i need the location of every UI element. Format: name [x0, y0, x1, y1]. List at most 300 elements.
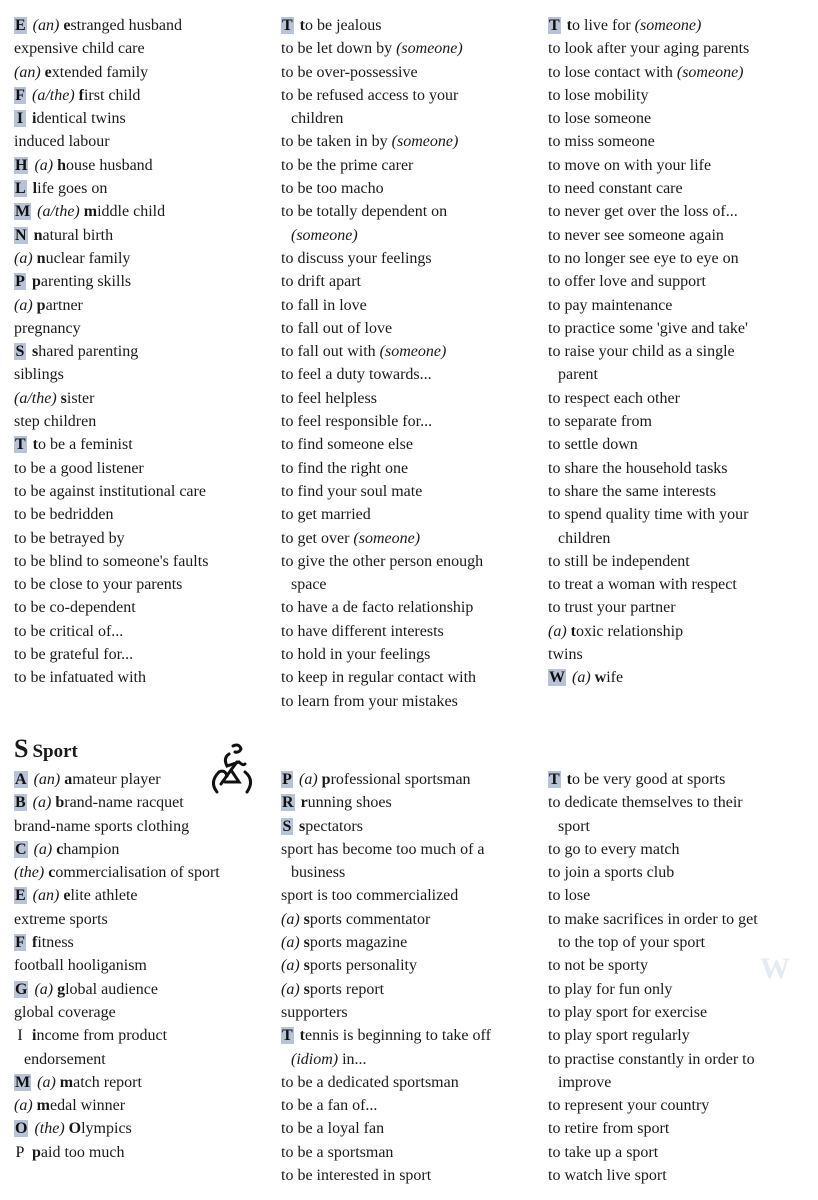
entry-text: partner	[36, 296, 83, 314]
letter-tab: A	[15, 771, 27, 788]
entry-text: Olympics	[68, 1120, 132, 1138]
entry-text: to share the household tasks	[548, 459, 728, 477]
list-item	[14, 61, 270, 84]
entry-text: to get married	[281, 506, 371, 524]
article: (a)	[281, 980, 304, 998]
entry-text: to feel helpless	[281, 389, 377, 407]
entry-text: to be against institutional care	[14, 482, 206, 500]
list-item	[548, 14, 810, 37]
family-column-1	[14, 14, 270, 690]
entry-text: to feel a duty towards...	[281, 366, 432, 384]
list-item	[281, 978, 537, 1001]
list-item	[548, 200, 810, 223]
entry-suffix: (someone)	[375, 343, 447, 361]
article: (a)	[37, 1073, 60, 1091]
entry-suffix: (someone)	[387, 133, 459, 151]
entry-text: to be let down by	[281, 40, 393, 58]
entry-continuation: (someone)	[291, 226, 358, 244]
list-item	[548, 884, 810, 907]
list-item	[548, 1117, 810, 1140]
entry-text: to be too macho	[281, 180, 384, 198]
list-item	[548, 84, 810, 107]
entry-continuation: children	[291, 110, 344, 128]
entry-text: global coverage	[14, 1003, 116, 1021]
list-item	[14, 1141, 270, 1164]
list-item	[281, 14, 537, 37]
entry-text: to be totally dependent on	[281, 203, 448, 221]
list-item	[14, 931, 270, 954]
list-item	[281, 815, 537, 838]
list-item	[281, 37, 537, 60]
list-item	[14, 527, 270, 550]
list-item	[548, 550, 810, 573]
entry-text: to find your soul mate	[281, 482, 423, 500]
list-item	[14, 480, 270, 503]
list-item	[281, 1117, 537, 1140]
entry-text: sports commentator	[303, 910, 431, 928]
list-item	[548, 130, 810, 153]
article: (an)	[32, 887, 64, 905]
list-item	[14, 643, 270, 666]
article: (a/the)	[14, 389, 61, 407]
list-item	[281, 1164, 537, 1187]
list-item	[281, 768, 537, 791]
letter-tab: F	[15, 934, 25, 952]
entry-text: wife	[594, 669, 624, 687]
entry-text: to fall out of love	[281, 319, 393, 337]
entry-text: global audience	[57, 980, 158, 998]
entry-text: to find someone else	[281, 436, 413, 454]
article: (a)	[34, 980, 58, 998]
list-item	[548, 1094, 810, 1117]
list-item	[281, 550, 537, 597]
letter-tab: E	[15, 887, 26, 905]
list-item	[14, 861, 270, 884]
faint-watermark-letter: W	[760, 952, 790, 985]
entry-text: to be infatuated with	[14, 669, 146, 687]
list-item	[548, 1141, 810, 1164]
entry-continuation: (idiom) in...	[291, 1050, 367, 1068]
family-column-3	[548, 14, 810, 690]
letter-tab: C	[15, 840, 27, 858]
list-item	[14, 247, 270, 270]
list-item	[14, 294, 270, 317]
entry-text: to be taken in by	[281, 133, 388, 151]
list-item	[281, 1001, 537, 1024]
list-item	[14, 978, 270, 1001]
letter-tab: T	[549, 17, 560, 34]
entry-text: to join a sports club	[548, 864, 675, 882]
list-item	[14, 768, 270, 791]
entry-text: to be betrayed by	[14, 529, 125, 547]
entry-text: to play for fun only	[548, 980, 673, 998]
list-item	[14, 620, 270, 643]
list-item	[281, 620, 537, 643]
entry-text: to be critical of...	[14, 622, 124, 640]
list-item	[14, 154, 270, 177]
sport-column-1	[14, 768, 270, 1164]
list-item	[281, 666, 537, 689]
list-item	[14, 908, 270, 931]
entry-text: to go to every match	[548, 840, 680, 858]
list-item	[548, 503, 810, 550]
list-item	[548, 573, 810, 596]
list-item	[14, 954, 270, 977]
entry-text: to take up a sport	[548, 1143, 659, 1161]
list-item	[281, 457, 537, 480]
entry-text: elite athlete	[63, 887, 138, 905]
article: (a)	[281, 910, 304, 928]
list-item	[281, 340, 537, 363]
letter-tab: I	[14, 110, 26, 127]
article: (a/the)	[37, 203, 84, 221]
entry-text: sport has become too much of a	[281, 840, 485, 858]
sport-heading-word: Sport	[32, 741, 78, 762]
entry-text: to give the other person enough	[281, 552, 484, 570]
list-item	[281, 480, 537, 503]
entry-text: twins	[548, 646, 583, 664]
entry-text: siblings	[14, 366, 64, 384]
entry-text: to be very good at sports	[566, 771, 726, 788]
entry-text: to respect each other	[548, 389, 680, 407]
list-item	[548, 433, 810, 456]
entry-text: shared parenting	[32, 343, 139, 361]
letter-tab: T	[282, 1027, 293, 1045]
entry-text: to be a fan of...	[281, 1097, 378, 1115]
article: (an)	[14, 63, 45, 81]
entry-text: to share the same interests	[548, 482, 716, 500]
entry-text: house husband	[57, 156, 153, 174]
entry-text: first child	[78, 86, 141, 104]
list-item	[548, 340, 810, 387]
letter-tab: R	[282, 794, 294, 812]
list-item	[548, 224, 810, 247]
entry-text: brand-name sports clothing	[14, 817, 190, 835]
list-item	[14, 410, 270, 433]
list-item	[281, 363, 537, 386]
article: (a)	[14, 1097, 37, 1115]
entry-text: to feel responsible for...	[281, 413, 433, 431]
list-item	[281, 643, 537, 666]
entry-text: to discuss your feelings	[281, 249, 432, 267]
list-item	[14, 1117, 270, 1140]
entry-continuation: endorsement	[24, 1050, 106, 1068]
list-item	[14, 37, 270, 60]
article: (the)	[34, 1120, 69, 1138]
entry-text: to be grateful for...	[14, 646, 134, 664]
entry-text: to be a sportsman	[281, 1143, 394, 1161]
entry-text: natural birth	[33, 226, 114, 244]
entry-text: fitness	[32, 934, 74, 952]
entry-text: to watch live sport	[548, 1167, 667, 1185]
entry-text: to be over-possessive	[281, 63, 418, 81]
letter-tab: O	[15, 1120, 28, 1138]
entry-text: champion	[56, 840, 120, 858]
list-item	[281, 154, 537, 177]
entry-text: to play sport regularly	[548, 1027, 690, 1045]
list-item	[548, 480, 810, 503]
list-item	[14, 838, 270, 861]
entry-text: to offer love and support	[548, 273, 706, 291]
entry-text: to spend quality time with your	[548, 506, 749, 524]
family-column-2	[281, 14, 537, 713]
entry-continuation: parent	[558, 366, 598, 384]
list-item	[14, 884, 270, 907]
entry-text: to be the prime carer	[281, 156, 414, 174]
list-item	[548, 154, 810, 177]
entry-continuation: improve	[558, 1073, 612, 1091]
entry-text: medal winner	[36, 1097, 126, 1115]
entry-continuation: space	[291, 576, 327, 594]
list-item	[14, 550, 270, 573]
entry-text: to settle down	[548, 436, 638, 454]
list-item	[281, 84, 537, 131]
list-item	[548, 620, 810, 643]
article: (a/the)	[32, 86, 79, 104]
list-item	[14, 84, 270, 107]
list-item	[548, 596, 810, 619]
entry-text: spectators	[299, 817, 363, 835]
list-item	[281, 200, 537, 247]
letter-tab: L	[15, 180, 26, 198]
entry-text: to be blind to someone's faults	[14, 552, 209, 570]
list-item	[548, 247, 810, 270]
list-item	[14, 387, 270, 410]
entry-text: to trust your partner	[548, 599, 676, 617]
list-item	[281, 247, 537, 270]
list-item	[14, 107, 270, 130]
letter-tab: S	[15, 343, 25, 361]
list-item	[281, 270, 537, 293]
list-item	[14, 791, 270, 814]
entry-text: amateur player	[64, 771, 161, 788]
entry-text: life goes on	[32, 180, 108, 198]
entry-text: pregnancy	[14, 319, 81, 337]
entry-text: to raise your child as a single	[548, 343, 735, 361]
entry-text: match report	[59, 1073, 142, 1091]
entry-text: to be interested in sport	[281, 1167, 432, 1185]
list-item	[281, 527, 537, 550]
entry-text: to play sport for exercise	[548, 1003, 708, 1021]
article: (a)	[281, 957, 304, 975]
entry-text: to still be independent	[548, 552, 690, 570]
list-item	[548, 1164, 810, 1187]
list-item	[548, 317, 810, 340]
letter-tab: T	[282, 17, 293, 34]
entry-text: parenting skills	[32, 273, 132, 291]
list-item	[281, 1141, 537, 1164]
list-item	[548, 107, 810, 130]
entry-text: commercialisation of sport	[48, 864, 220, 882]
letter-tab: P	[15, 273, 25, 291]
entry-text: to separate from	[548, 413, 652, 431]
letter-tab: M	[15, 203, 31, 221]
list-item	[281, 1071, 537, 1094]
list-item	[14, 270, 270, 293]
letter-tab: M	[15, 1073, 31, 1091]
entry-text: to keep in regular contact with	[281, 669, 477, 687]
list-item	[548, 768, 810, 791]
entry-text: to represent your country	[548, 1097, 710, 1115]
entry-text: sports personality	[303, 957, 417, 975]
article: (a)	[548, 622, 571, 640]
entry-text: to never see someone again	[548, 226, 724, 244]
list-item	[14, 1024, 270, 1071]
article: (the)	[14, 864, 49, 882]
entry-text: to learn from your mistakes	[281, 692, 458, 710]
entry-text: to never get over the loss of...	[548, 203, 738, 221]
list-item	[281, 791, 537, 814]
entry-text: expensive child care	[14, 40, 145, 58]
list-item	[281, 931, 537, 954]
entry-text: extended family	[44, 63, 149, 81]
entry-text: toxic relationship	[570, 622, 684, 640]
entry-text: extreme sports	[14, 910, 108, 928]
list-item	[281, 177, 537, 200]
list-item	[281, 433, 537, 456]
entry-text: nuclear family	[36, 249, 131, 267]
list-item	[14, 1001, 270, 1024]
entry-text: to hold in your feelings	[281, 646, 431, 664]
list-item	[281, 317, 537, 340]
list-item	[14, 503, 270, 526]
list-item	[14, 200, 270, 223]
list-item	[548, 387, 810, 410]
letter-tab: P	[15, 1143, 25, 1161]
entry-text: to get over	[281, 529, 350, 547]
list-item	[281, 954, 537, 977]
list-item	[14, 596, 270, 619]
entry-text: to pay maintenance	[548, 296, 673, 314]
entry-text: professional sportsman	[321, 771, 471, 788]
list-item	[548, 643, 810, 666]
list-item	[548, 294, 810, 317]
list-item	[281, 908, 537, 931]
entry-text: to be co-dependent	[14, 599, 136, 617]
entry-text: to be a loyal fan	[281, 1120, 385, 1138]
list-item	[548, 410, 810, 433]
article: (an)	[33, 771, 65, 788]
entry-text: to lose mobility	[548, 86, 649, 104]
list-item	[14, 815, 270, 838]
list-item	[548, 270, 810, 293]
sport-heading-letter: S	[14, 734, 29, 763]
entry-text: running shoes	[300, 794, 392, 812]
entry-text: to make sacrifices in order to get	[548, 910, 758, 928]
entry-text: sport is too commercialized	[281, 887, 459, 905]
entry-text: estranged husband	[63, 17, 182, 34]
entry-text: induced labour	[14, 133, 110, 151]
list-item	[548, 861, 810, 884]
entry-text: middle child	[83, 203, 166, 221]
entry-text: identical twins	[32, 110, 126, 128]
list-item	[281, 838, 537, 885]
entry-text: to lose someone	[548, 110, 652, 128]
list-item	[14, 1094, 270, 1117]
entry-text: to find the right one	[281, 459, 409, 477]
letter-tab: G	[15, 980, 28, 998]
list-item	[281, 884, 537, 907]
article: (a)	[14, 249, 37, 267]
entry-text: to miss someone	[548, 133, 655, 151]
entry-text: to practice some 'give and take'	[548, 319, 748, 337]
list-item	[14, 433, 270, 456]
entry-text: to no longer see eye to eye on	[548, 249, 739, 267]
letter-tab: H	[15, 156, 28, 174]
list-item	[548, 666, 810, 689]
list-item	[281, 503, 537, 526]
entry-text: to be a dedicated sportsman	[281, 1073, 459, 1091]
list-item	[548, 791, 810, 838]
entry-text: to treat a woman with respect	[548, 576, 737, 594]
entry-text: to dedicate themselves to their	[548, 794, 743, 812]
letter-tab: T	[549, 771, 560, 788]
entry-text: to look after your aging parents	[548, 40, 750, 58]
entry-text: to be refused access to your	[281, 86, 459, 104]
letter-tab: I	[17, 1027, 23, 1045]
article: (a)	[299, 771, 322, 788]
article: (a)	[281, 934, 304, 952]
entry-text: football hooliganism	[14, 957, 147, 975]
entry-suffix: (someone)	[672, 63, 744, 81]
list-item	[14, 1071, 270, 1094]
list-item	[14, 573, 270, 596]
entry-text: to be a good listener	[14, 459, 144, 477]
entry-text: income from product	[32, 1027, 168, 1045]
list-item	[281, 410, 537, 433]
entry-text: paid too much	[32, 1143, 125, 1161]
list-item	[548, 908, 810, 955]
list-item	[548, 1001, 810, 1024]
list-item	[14, 340, 270, 363]
letter-tab: E	[15, 17, 26, 34]
letter-tab: N	[15, 226, 27, 244]
list-item	[281, 596, 537, 619]
entry-text: sister	[60, 389, 95, 407]
list-item	[14, 177, 270, 200]
letter-tab: F	[15, 86, 25, 104]
entry-continuation: business	[291, 864, 346, 882]
entry-text: to be bedridden	[14, 506, 114, 524]
list-item	[281, 61, 537, 84]
list-item	[281, 387, 537, 410]
entry-text: to be close to your parents	[14, 576, 183, 594]
entry-suffix: (someone)	[349, 529, 421, 547]
letter-tab: P	[282, 771, 292, 788]
list-item	[281, 1024, 537, 1071]
entry-text: brand-name racquet	[55, 794, 184, 812]
entry-continuation: sport	[558, 817, 590, 835]
article: (a)	[34, 156, 58, 174]
entry-suffix: (someone)	[392, 40, 463, 58]
list-item	[14, 457, 270, 480]
list-item	[548, 838, 810, 861]
list-item	[281, 130, 537, 153]
list-item	[548, 61, 810, 84]
entry-text: supporters	[281, 1003, 348, 1021]
entry-text: to retire from sport	[548, 1120, 670, 1138]
article: (a)	[33, 840, 57, 858]
entry-suffix: (someone)	[630, 17, 702, 34]
entry-text: sports report	[303, 980, 385, 998]
article: (a)	[32, 794, 56, 812]
letter-tab: T	[15, 436, 26, 454]
sport-column-2	[281, 768, 537, 1187]
entry-text: sports magazine	[303, 934, 408, 952]
entry-text: tennis is beginning to take off	[299, 1027, 491, 1045]
list-item	[14, 666, 270, 689]
entry-text: to lose contact with	[548, 63, 673, 81]
